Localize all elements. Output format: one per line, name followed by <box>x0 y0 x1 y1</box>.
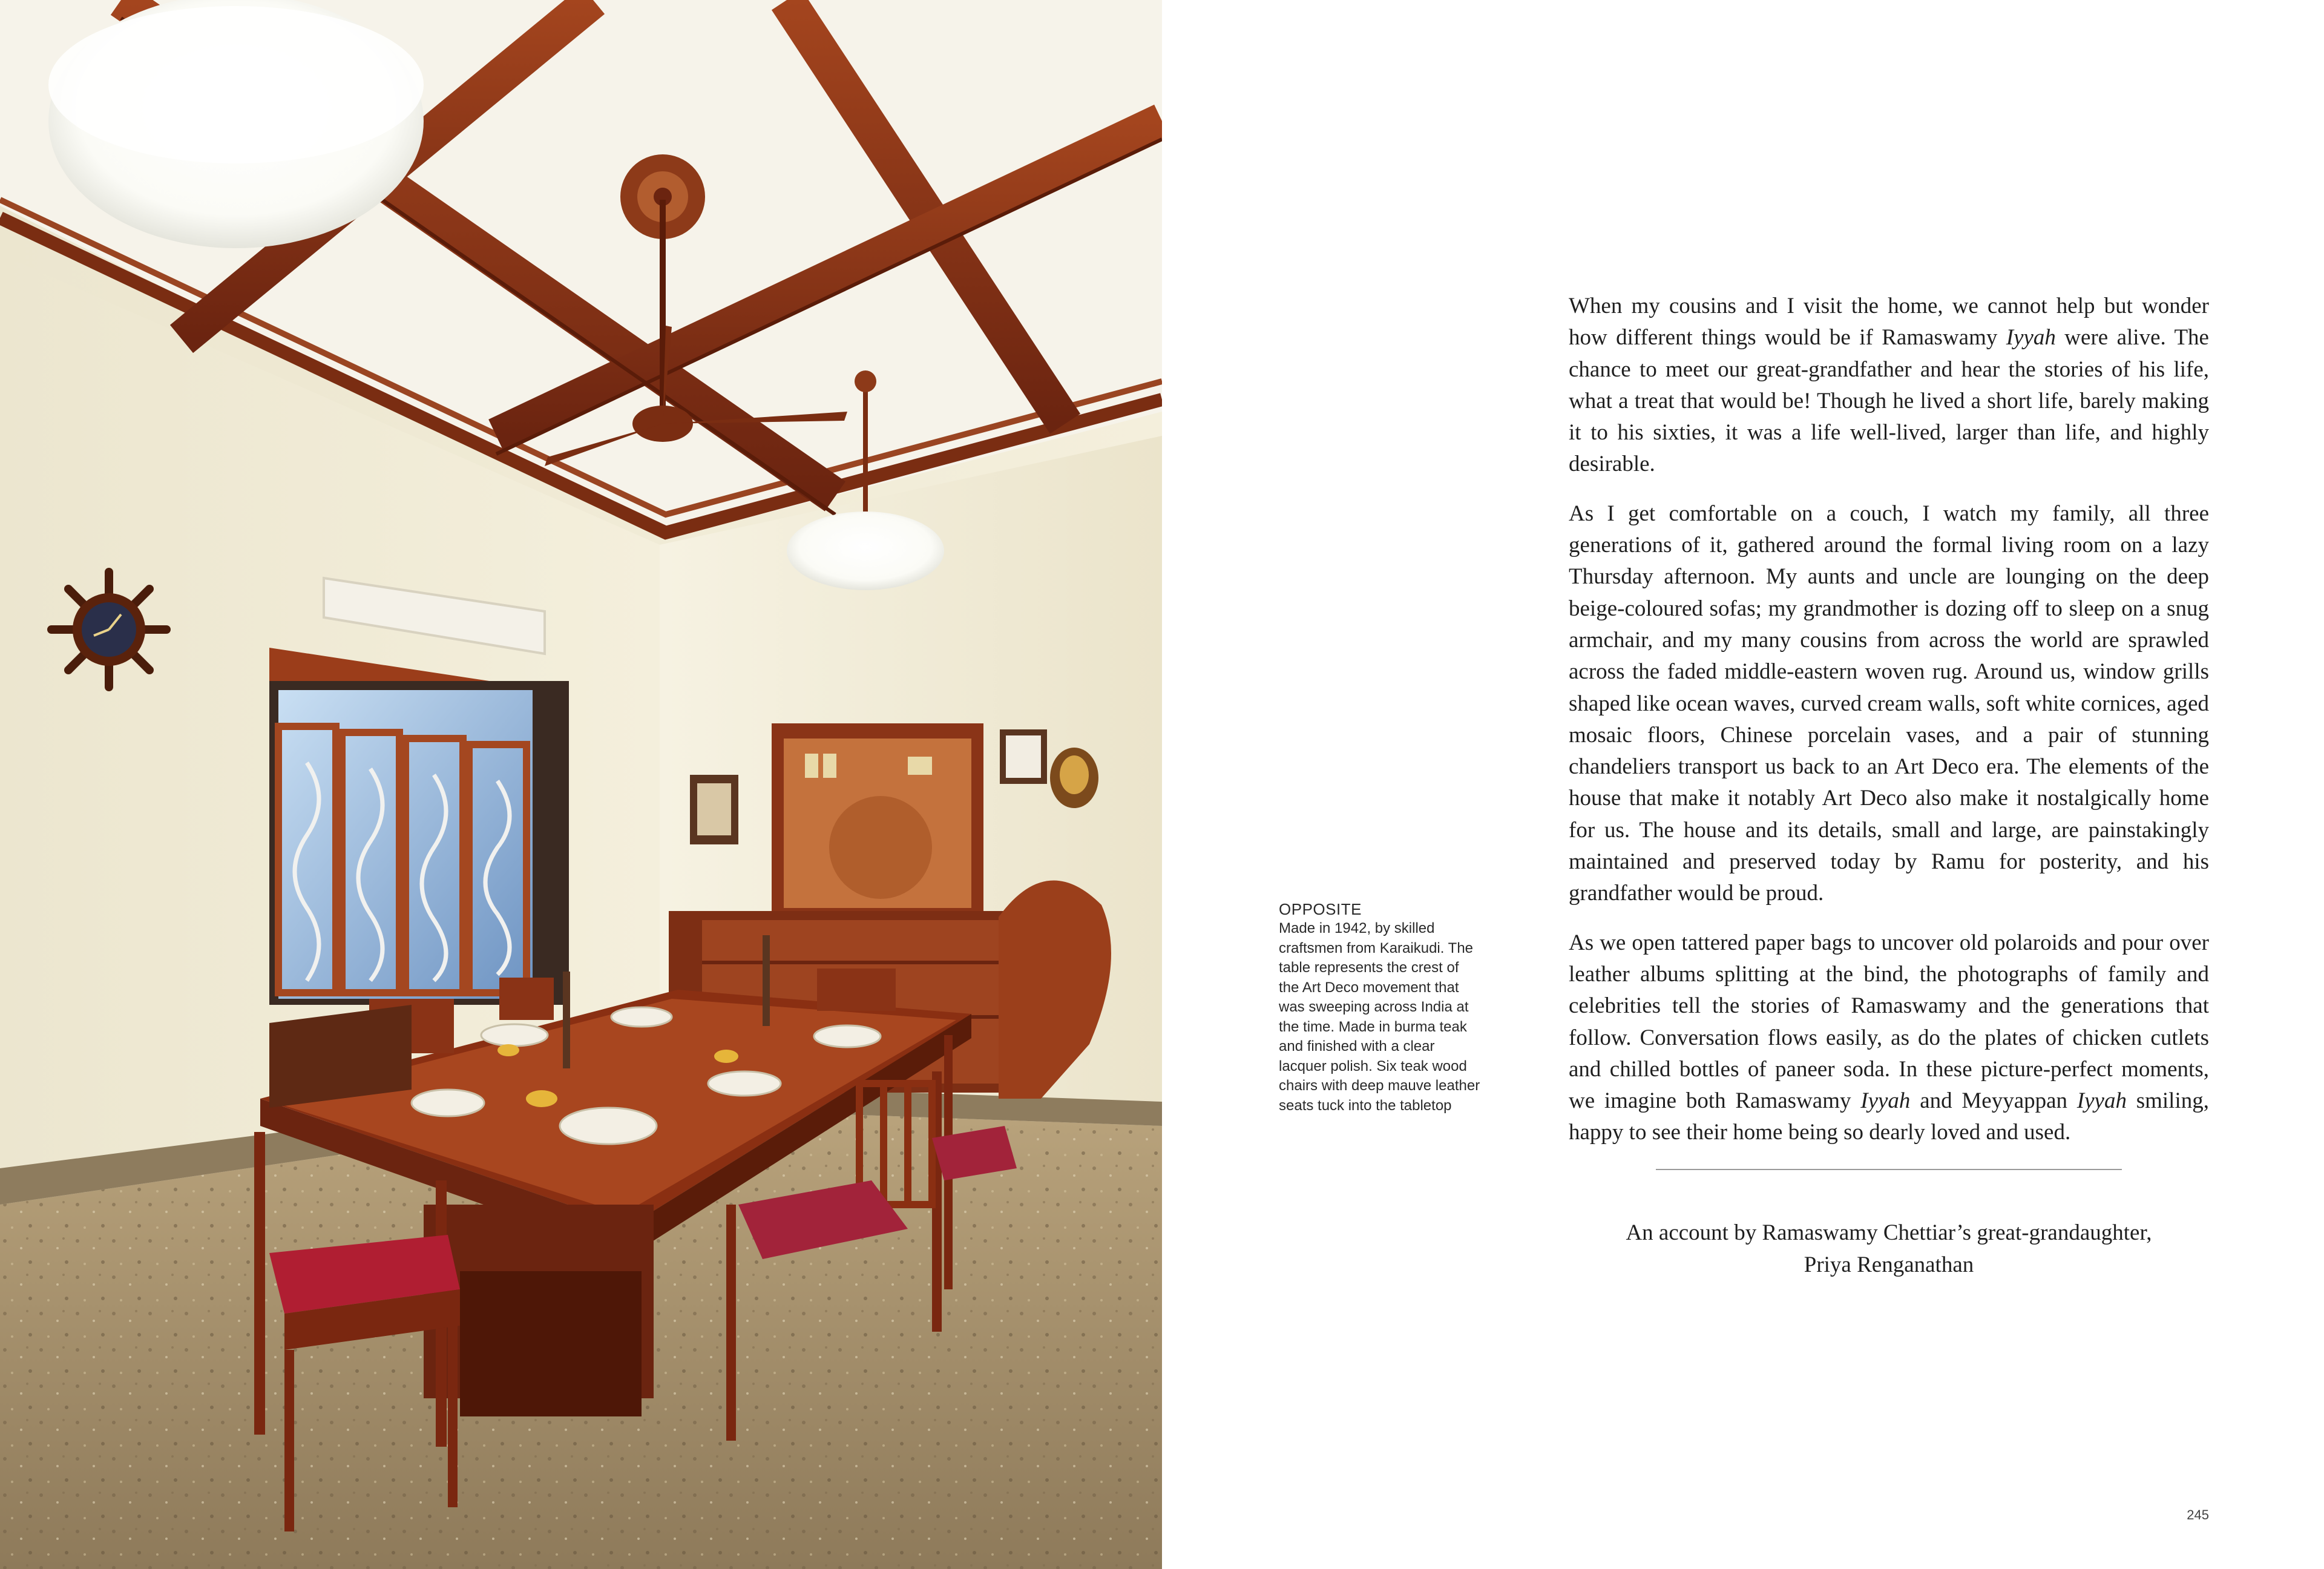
caption-line: and finished with a clear <box>1279 1038 1435 1054</box>
paragraph-3-text-mid: and Meyyappan <box>1910 1088 2077 1114</box>
paragraph-1 <box>1569 291 2209 481</box>
caption-line: the time. Made in burma teak <box>1279 1018 1467 1035</box>
paragraph-3 <box>1569 927 2209 1149</box>
page-number: 245 <box>2187 1507 2209 1522</box>
article-body <box>1569 291 2209 1166</box>
paragraph-2: As I get comfortable on a couch, I watch my family, all three generations of it, gathered around the formal living room on a lazy Thursday afternoon. My aunts and uncle are lounging on the deep beige-coloured sofas; my grandmother is dozing off to sleep on a snug armchair, and my many cousins from across the world are sprawled across the faded middle-eastern woven rug. Around us, window grills shaped like ocean waves, curved cream walls, soft white cornices, aged mosaic floors, Chinese porcelain vases, and a pair of stunning chandeliers transport us back to an Art Deco era. The elements of the house that make it notably Art Deco also make it nostalgically home for us. The house and its details, small and large, are painstakingly maintained and preserved today by Ramu for posterity, and his grandfather would be proud. <box>1569 501 2209 906</box>
caption-line: table represents the crest of <box>1279 959 1459 976</box>
paragraph-1-italic: Iyyah <box>2006 325 2056 350</box>
caption-line: was sweeping across India at <box>1279 999 1469 1015</box>
caption-line: craftsmen from Karaikudi. The <box>1279 939 1474 956</box>
caption-line: the Art Deco movement that <box>1279 979 1459 996</box>
caption-body <box>1279 919 1521 1116</box>
caption-line: seats tuck into the tabletop <box>1279 1097 1452 1114</box>
caption-line: lacquer polish. Six teak wood <box>1279 1058 1467 1074</box>
caption-line: Made in 1942, by skilled <box>1279 920 1435 936</box>
attribution-author: Priya Renganathan <box>1804 1252 1974 1277</box>
section-divider <box>1656 1169 2122 1170</box>
caption-heading: OPPOSITE <box>1279 900 1362 918</box>
paragraph-1-text: When my cousins and I visit the home, we cannot help but wonder how different things would be if Ramaswamy <box>1569 294 2209 350</box>
paragraph-3-text: As we open tattered paper bags to uncover old polaroids and pour over leather albums splitting at the bind, the photographs of family and celebrities tell the stories of Ramaswamy and the generations that follow. Conversation flows easily, as do the plates of chicken cutlets and chilled bottles of paneer soda. In these picture-perfect moments, we imagine both Ramaswamy <box>1569 930 2209 1114</box>
paragraph-3-italic-2: Iyyah <box>2076 1088 2127 1114</box>
caption-line: chairs with deep mauve leather <box>1279 1077 1480 1094</box>
paragraph-3-text-end: smiling, happy to see their home being so dearly loved and used. <box>1569 1088 2209 1145</box>
paragraph-3-italic-1: Iyyah <box>1860 1088 1911 1114</box>
photo-caption <box>1279 900 1521 1116</box>
paragraph-1-text-end: were alive. The chance to meet our great-grandfather and hear the stories of his life, what a treat that would be! Though he lived a short life, barely making it to his sixties, it was a life well-lived, larger than life, and highly desirable. <box>1569 325 2209 477</box>
attribution <box>1569 1217 2209 1281</box>
attribution-line-1: An account by Ramaswamy Chettiar’s great-grandaughter, <box>1626 1220 2152 1245</box>
